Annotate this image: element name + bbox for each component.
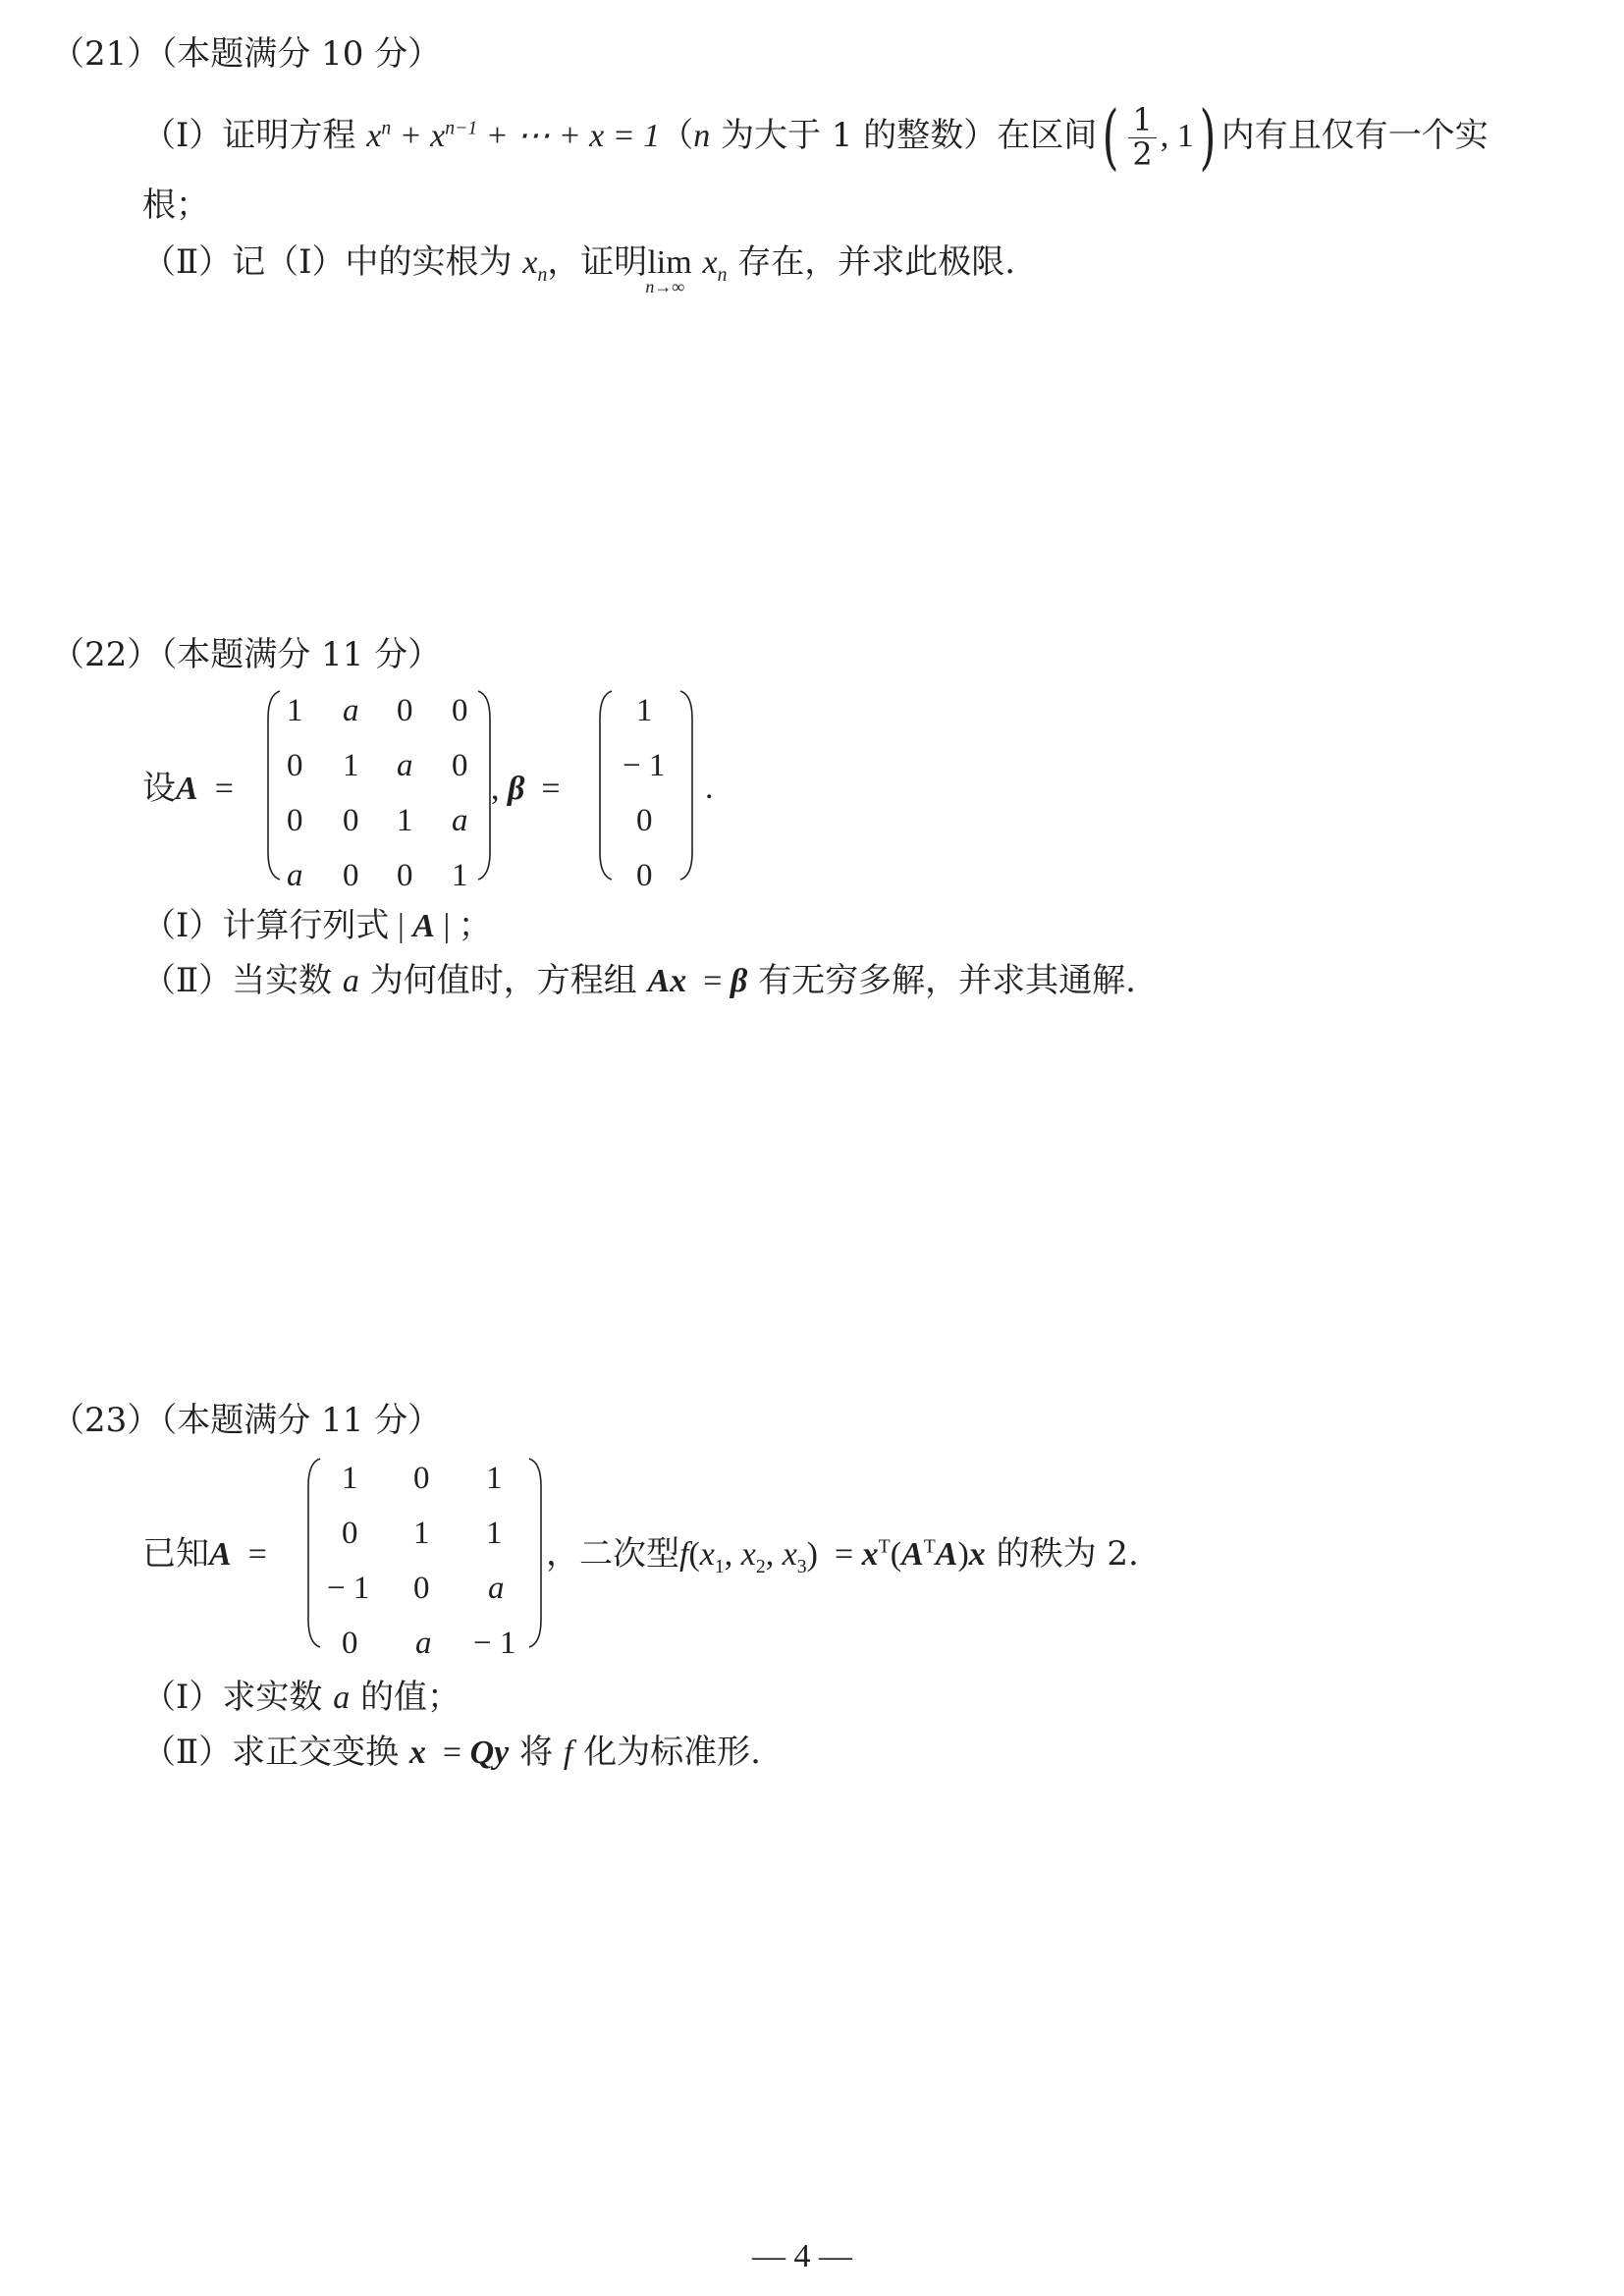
matrix-cell: 0 <box>287 803 303 838</box>
matrix-cell: 1 <box>343 748 359 783</box>
problem-23-header <box>51 1401 442 1440</box>
matrix-A-left-bracket <box>267 689 281 881</box>
problem-23-part2: （Ⅱ）求正交变换 x = Qy 将 f 化为标准形. <box>142 1733 761 1772</box>
equation: $x^n + x^{n-1}$ + ⋯ + x = 1 <box>366 117 661 155</box>
matrix-cell: 0 <box>342 1516 358 1551</box>
right-paren: ) <box>1199 95 1217 179</box>
matrix-cell: − 1 <box>473 1626 516 1661</box>
matrix-cell: a <box>415 1626 432 1661</box>
matrix-cell: a <box>452 803 468 838</box>
problem-21-part2: （Ⅱ）记（Ⅰ）中的实根为 $x_n$，证明lim n→∞ $x_n$ 存在，并求此极限. <box>142 242 1016 296</box>
vector-beta-left-bracket <box>599 689 613 881</box>
matrix-A-right-bracket <box>477 689 491 881</box>
left-paren: ( <box>1102 95 1119 179</box>
vector-beta-right-bracket <box>679 689 693 881</box>
problem-score: （本题满分 10 分） <box>160 34 442 74</box>
problem-number: （23） <box>51 1401 161 1440</box>
limit-operator: lim n→∞ <box>645 244 692 296</box>
matrix-cell: − 1 <box>327 1571 370 1606</box>
matrix-cell: a <box>488 1571 505 1606</box>
x-n: $x_n$ <box>522 244 548 286</box>
problem-21-part1-line1: （Ⅰ）证明方程 $x^n + x^{n-1}$ + ⋯ + x = 1（n 为大于 1 的整数）在区间( $\frac{1}{2}$ , 1) 内有且仅有一个实 <box>142 95 1489 179</box>
matrix-cell: 1 <box>486 1516 503 1551</box>
problem-number: （22） <box>51 635 161 674</box>
matrix-A-label-23: 已知A = <box>142 1534 267 1574</box>
matrix-cell: 1 <box>397 803 413 838</box>
matrix-cell: 0 <box>343 803 359 838</box>
vector-cell: 1 <box>636 693 653 728</box>
matrix-A23-left-bracket <box>307 1457 321 1649</box>
matrix-cell: 0 <box>452 748 468 783</box>
quadratic-form-line: ，二次型$f(x_1$, $x_2$, $x_3) = x^T(A^TA)x$ 的秩为 2. <box>546 1534 1139 1577</box>
matrix-cell: a <box>343 693 359 728</box>
matrix-cell: 1 <box>342 1461 358 1496</box>
problem-22-part2: （Ⅱ）当实数 a 为何值时，方程组 Ax = β 有无穷多解，并求其通解. <box>142 961 1136 1000</box>
matrix-cell: a <box>287 858 303 893</box>
vector-cell: − 1 <box>623 748 666 783</box>
matrix-cell: 0 <box>342 1626 358 1661</box>
fraction-one-half: $\frac{1}{2}$ <box>1128 104 1156 171</box>
problem-number: （21） <box>51 34 161 74</box>
matrix-A23-right-bracket <box>528 1457 542 1649</box>
period: . <box>705 770 714 806</box>
matrix-cell: 0 <box>413 1571 430 1606</box>
matrix-cell: 0 <box>397 858 413 893</box>
problem-22-header <box>51 635 442 674</box>
problem-score: （本题满分 11 分） <box>160 635 442 674</box>
vector-cell: 0 <box>636 803 653 838</box>
matrix-cell: 1 <box>413 1516 430 1551</box>
page-number: — 4 — <box>752 2238 852 2274</box>
matrix-cell: 0 <box>287 748 303 783</box>
matrix-cell: 1 <box>287 693 303 728</box>
problem-21-part1-line2: 根； <box>142 186 209 225</box>
problem-21-header <box>51 34 442 74</box>
matrix-cell: 1 <box>486 1461 503 1496</box>
matrix-cell: 1 <box>452 858 468 893</box>
matrix-cell: 0 <box>397 693 413 728</box>
matrix-cell: 0 <box>413 1461 430 1496</box>
matrix-cell: a <box>397 748 413 783</box>
matrix-A-label: 设A = <box>142 769 234 808</box>
problem-score: （本题满分 11 分） <box>160 1401 442 1440</box>
problem-23-part1: （Ⅰ）求实数 a 的值； <box>142 1678 461 1717</box>
problem-22-part1: （Ⅰ）计算行列式 | A | ； <box>142 906 492 945</box>
vector-cell: 0 <box>636 858 653 893</box>
x-n: $x_n$ <box>702 244 728 286</box>
matrix-cell: 0 <box>452 693 468 728</box>
beta-label: , β = <box>491 771 561 807</box>
matrix-cell: 0 <box>343 858 359 893</box>
